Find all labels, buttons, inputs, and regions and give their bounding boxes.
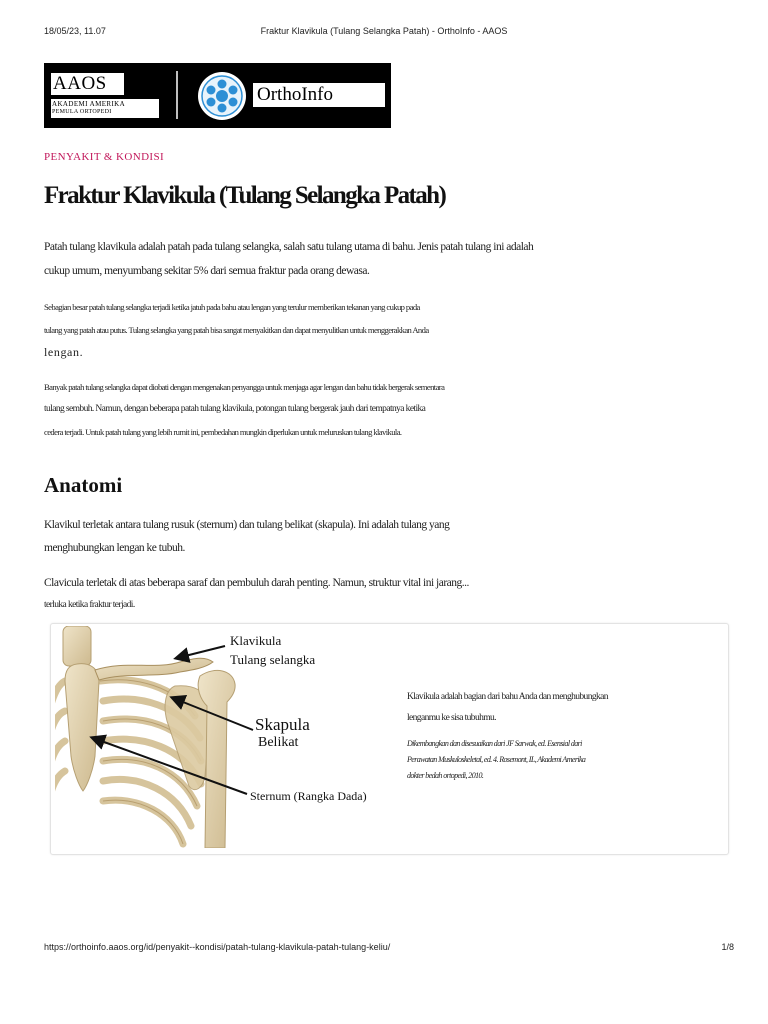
figure-credit-line-2: Perawatan Muskuloskeletal, ed. 4. Rosemont, IL, Akademi Amerika (407, 755, 586, 764)
category-link[interactable]: PENYAKIT & KONDISI (44, 151, 165, 163)
intro-paragraph-3-line-2: tulang sembuh. Namun, dengan beberapa patah tulang klavikula, potongan tulang bergerak jauh dari tempatnya ketika (44, 404, 426, 414)
aaos-subtitle-box (51, 99, 159, 118)
figure-credit-line-1: Dikembangkan dan disesuaikan dari JF Sarwak, ed. Esensial dari (407, 739, 582, 748)
anatomy-paragraph-2-line-2: terluka ketika fraktur terjadi. (44, 600, 135, 610)
label-sternum: Sternum (Rangka Dada) (250, 789, 367, 803)
print-datetime: 18/05/23, 11.07 (44, 26, 106, 36)
figure-credit-line-3: dokter bedah ortopedi, 2010. (407, 771, 484, 780)
intro-paragraph-3-line-3: cedera terjadi. Untuk patah tulang yang lebih rumit ini, pembedahan mungkin diperlukan untuk meluruskan tulang klavikula. (44, 427, 402, 437)
anatomy-paragraph-1-line-1: Klavikul terletak antara tulang rusuk (sternum) dan tulang belikat (skapula). Ini adalah tulang yang (44, 519, 450, 531)
orthoinfo-wordmark-box (253, 83, 385, 107)
page-title: Fraktur Klavikula (Tulang Selangka Patah) (44, 182, 446, 209)
label-skapula: Skapula (255, 715, 310, 734)
logo-divider (176, 71, 178, 119)
aaos-subtitle-line2: PEMULA ORTOPEDI (52, 109, 112, 115)
aaos-logo-text: AAOS (53, 73, 107, 94)
shoulder-skeleton-illustration (55, 626, 395, 848)
label-tulang-selangka: Tulang selangka (230, 652, 316, 667)
label-klavikula: Klavikula (230, 633, 282, 648)
intro-paragraph-1-line-1: Patah tulang klavikula adalah patah pada tulang selangka, salah satu tulang utama di bahu. Jenis patah tulang ini adalah (44, 241, 534, 253)
anatomy-paragraph-1-line-2: menghubungkan lengan ke tubuh. (44, 542, 185, 554)
figure-caption-line-1: Klavikula adalah bagian dari bahu Anda dan menghubungkan (407, 692, 608, 702)
intro-paragraph-1-line-2: cukup umum, menyumbang sekitar 5% dari semua fraktur pada orang dewasa. (44, 265, 370, 277)
intro-paragraph-2-line-2: tulang yang patah atau putus. Tulang selangka yang patah bisa sangat menyakitkan dan dapat menyulitkan untuk menggerakkan Anda (44, 325, 429, 335)
print-footer-url: https://orthoinfo.aaos.org/id/penyakit--kondisi/patah-tulang-klavikula-patah-tulang-keliu/ (44, 942, 391, 952)
intro-paragraph-2-line-3: lengan. (44, 345, 84, 359)
section-title-anatomi: Anatomi (44, 473, 123, 497)
figure-caption-line-2: lenganmu ke sisa tubuhmu. (407, 713, 496, 723)
intro-paragraph-2-line-1: Sebagian besar patah tulang selangka terjadi ketika jatuh pada bahu atau lengan yang terulur memberikan tekanan yang cukup pada (44, 302, 420, 312)
logo-bar[interactable] (44, 63, 391, 128)
print-page-title: Fraktur Klavikula (Tulang Selangka Patah) - OrthoInfo - AAOS (260, 26, 508, 36)
intro-paragraph-3-line-1: Banyak patah tulang selangka dapat diobati dengan mengenakan penyangga untuk menjaga agar lengan dan bahu tidak bergerak sementara (44, 382, 445, 392)
anatomy-paragraph-2-line-1: Clavicula terletak di atas beberapa saraf dan pembuluh darah penting. Namun, struktur vital ini jarang... (44, 577, 469, 589)
aaos-subtitle-line1: AKADEMI AMERIKA (52, 100, 126, 108)
aaos-logo-box (51, 73, 124, 95)
print-page-number: 1/8 (721, 942, 734, 952)
label-belikat: Belikat (258, 735, 299, 750)
orthoinfo-logo-icon (196, 70, 248, 122)
orthoinfo-wordmark: OrthoInfo (257, 84, 333, 105)
